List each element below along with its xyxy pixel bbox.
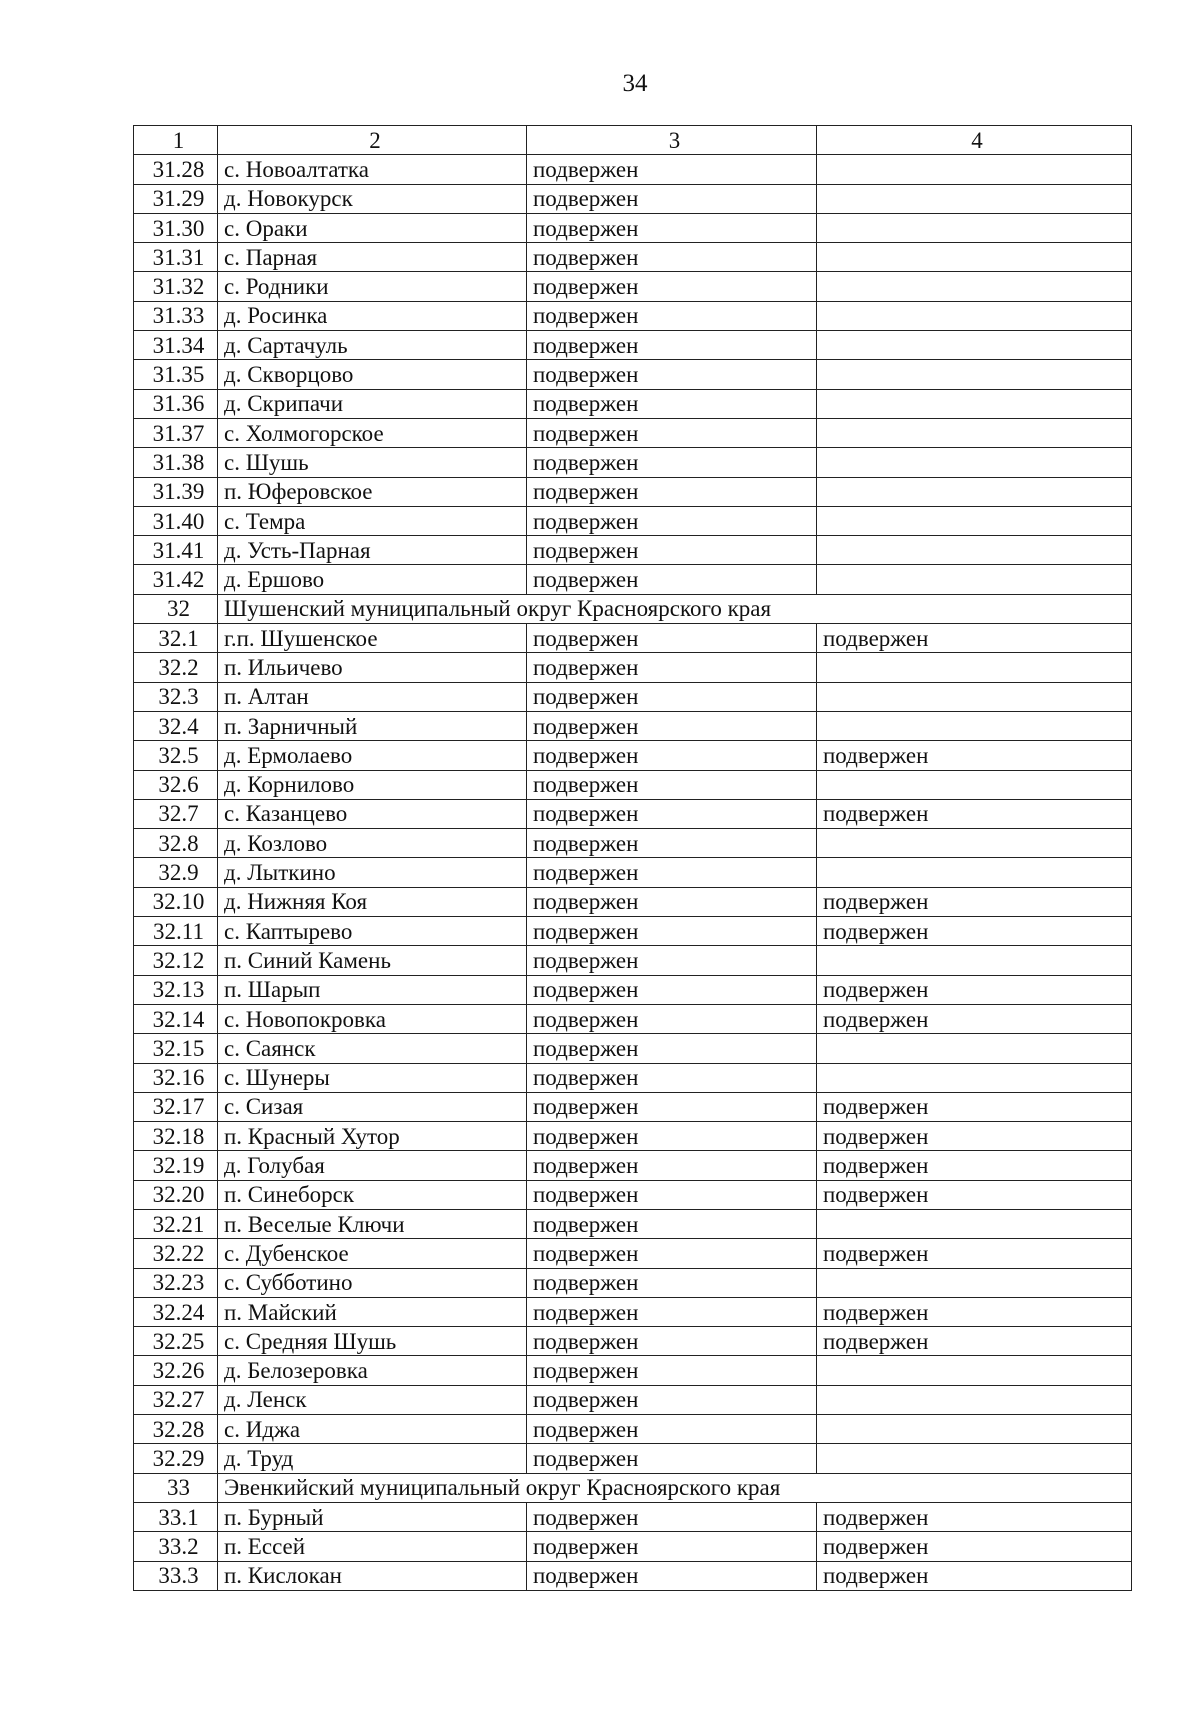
row-number: 32.15 — [134, 1034, 218, 1063]
row-number: 31.33 — [134, 301, 218, 330]
column-4-value — [817, 389, 1132, 418]
settlement-name: с. Шушь — [218, 448, 527, 477]
column-3-value: подвержен — [527, 448, 817, 477]
column-3-value: подвержен — [527, 624, 817, 653]
settlement-name: д. Новокурск — [218, 184, 527, 213]
settlement-name: с. Средняя Шушь — [218, 1327, 527, 1356]
row-number: 32.11 — [134, 917, 218, 946]
row-number: 31.36 — [134, 389, 218, 418]
table-row — [134, 565, 1132, 594]
row-number: 32.13 — [134, 975, 218, 1004]
row-number: 31.29 — [134, 184, 218, 213]
table-row — [134, 1356, 1132, 1385]
row-number: 31.39 — [134, 477, 218, 506]
column-4-value — [817, 711, 1132, 740]
column-4-value — [817, 1444, 1132, 1473]
row-number: 32.2 — [134, 653, 218, 682]
column-3-value: подвержен — [527, 1239, 817, 1268]
column-4-value — [817, 770, 1132, 799]
column-4-value — [817, 1209, 1132, 1238]
column-3-value: подвержен — [527, 1209, 817, 1238]
column-4-value — [817, 243, 1132, 272]
row-number: 32.23 — [134, 1268, 218, 1297]
table-row — [134, 1151, 1132, 1180]
settlement-name: с. Казанцево — [218, 799, 527, 828]
column-header-1: 1 — [134, 126, 218, 155]
table-row — [134, 1297, 1132, 1326]
table-body — [134, 126, 1132, 1591]
column-4-value — [817, 946, 1132, 975]
column-3-value: подвержен — [527, 799, 817, 828]
column-3-value: подвержен — [527, 1444, 817, 1473]
column-4-value: подвержен — [817, 1151, 1132, 1180]
row-number: 32.19 — [134, 1151, 218, 1180]
settlement-name: с. Холмогорское — [218, 418, 527, 447]
table-row — [134, 1122, 1132, 1151]
settlement-name: д. Лыткино — [218, 858, 527, 887]
settlement-name: с. Каптырево — [218, 917, 527, 946]
settlements-table — [133, 125, 1132, 1591]
table-row — [134, 1004, 1132, 1033]
table-row — [134, 624, 1132, 653]
table-row — [134, 272, 1132, 301]
column-3-value: подвержен — [527, 565, 817, 594]
column-4-value — [817, 1385, 1132, 1414]
column-3-value: подвержен — [527, 1502, 817, 1531]
table-row — [134, 975, 1132, 1004]
column-3-value: подвержен — [527, 331, 817, 360]
row-number: 32.3 — [134, 682, 218, 711]
table-row — [134, 184, 1132, 213]
row-number: 32.20 — [134, 1180, 218, 1209]
row-number: 31.32 — [134, 272, 218, 301]
table-row — [134, 1063, 1132, 1092]
row-number: 31.31 — [134, 243, 218, 272]
column-4-value — [817, 331, 1132, 360]
settlement-name: с. Шунеры — [218, 1063, 527, 1092]
column-4-value — [817, 1063, 1132, 1092]
settlement-name: п. Бурный — [218, 1502, 527, 1531]
settlement-name: п. Ильичево — [218, 653, 527, 682]
settlement-name: с. Родники — [218, 272, 527, 301]
column-4-value — [817, 565, 1132, 594]
row-number: 32.26 — [134, 1356, 218, 1385]
settlement-name: п. Алтан — [218, 682, 527, 711]
row-number: 32.9 — [134, 858, 218, 887]
table-row — [134, 155, 1132, 184]
table-row — [134, 506, 1132, 535]
column-3-value: подвержен — [527, 1092, 817, 1121]
row-number: 32.1 — [134, 624, 218, 653]
column-header-2: 2 — [218, 126, 527, 155]
row-number: 31.40 — [134, 506, 218, 535]
column-4-value — [817, 213, 1132, 242]
settlement-name: д. Сартачуль — [218, 331, 527, 360]
column-4-value — [817, 360, 1132, 389]
table-row — [134, 331, 1132, 360]
column-4-value — [817, 536, 1132, 565]
column-4-value — [817, 184, 1132, 213]
column-3-value: подвержен — [527, 213, 817, 242]
column-4-value — [817, 1356, 1132, 1385]
column-3-value: подвержен — [527, 741, 817, 770]
column-4-value: подвержен — [817, 1561, 1132, 1590]
column-3-value: подвержен — [527, 1151, 817, 1180]
column-3-value: подвержен — [527, 1034, 817, 1063]
settlement-name: д. Корнилово — [218, 770, 527, 799]
table-row — [134, 301, 1132, 330]
table-row — [134, 1532, 1132, 1561]
settlement-name: д. Труд — [218, 1444, 527, 1473]
table-row — [134, 389, 1132, 418]
column-4-value — [817, 829, 1132, 858]
settlement-name: п. Ессей — [218, 1532, 527, 1561]
settlement-name: п. Шарып — [218, 975, 527, 1004]
settlement-name: д. Ермолаево — [218, 741, 527, 770]
table-row — [134, 946, 1132, 975]
column-3-value: подвержен — [527, 536, 817, 565]
table-row — [134, 1561, 1132, 1590]
row-number: 33.1 — [134, 1502, 218, 1531]
row-number: 32.18 — [134, 1122, 218, 1151]
row-number: 33.3 — [134, 1561, 218, 1590]
column-3-value: подвержен — [527, 184, 817, 213]
settlement-name: п. Юферовское — [218, 477, 527, 506]
column-header-4: 4 — [817, 126, 1132, 155]
row-number: 31.35 — [134, 360, 218, 389]
column-3-value: подвержен — [527, 1268, 817, 1297]
row-number: 32.21 — [134, 1209, 218, 1238]
table-row — [134, 243, 1132, 272]
table-row — [134, 448, 1132, 477]
section-row — [134, 594, 1132, 623]
column-3-value: подвержен — [527, 1532, 817, 1561]
row-number: 32.16 — [134, 1063, 218, 1092]
column-4-value: подвержен — [817, 1502, 1132, 1531]
column-4-value — [817, 155, 1132, 184]
column-4-value — [817, 1415, 1132, 1444]
row-number: 32.28 — [134, 1415, 218, 1444]
column-3-value: подвержен — [527, 418, 817, 447]
settlement-name: д. Белозеровка — [218, 1356, 527, 1385]
column-3-value: подвержен — [527, 829, 817, 858]
column-3-value: подвержен — [527, 360, 817, 389]
column-4-value: подвержен — [817, 741, 1132, 770]
column-4-value — [817, 448, 1132, 477]
column-3-value: подвержен — [527, 272, 817, 301]
table-header-row — [134, 126, 1132, 155]
settlement-name: п. Веселые Ключи — [218, 1209, 527, 1238]
table-row — [134, 741, 1132, 770]
row-number: 32.29 — [134, 1444, 218, 1473]
row-number: 31.28 — [134, 155, 218, 184]
column-3-value: подвержен — [527, 1415, 817, 1444]
column-3-value: подвержен — [527, 155, 817, 184]
table-row — [134, 1502, 1132, 1531]
column-4-value: подвержен — [817, 1532, 1132, 1561]
table-row — [134, 1444, 1132, 1473]
table-row — [134, 1327, 1132, 1356]
settlement-name: д. Козлово — [218, 829, 527, 858]
row-number: 31.41 — [134, 536, 218, 565]
table-row — [134, 536, 1132, 565]
column-3-value: подвержен — [527, 1004, 817, 1033]
settlement-name: с. Сизая — [218, 1092, 527, 1121]
section-title: Эвенкийский муниципальный округ Красноярского края — [218, 1473, 1132, 1502]
row-number: 32.25 — [134, 1327, 218, 1356]
settlement-name: д. Скрипачи — [218, 389, 527, 418]
settlement-name: с. Субботино — [218, 1268, 527, 1297]
column-3-value: подвержен — [527, 1356, 817, 1385]
column-3-value: подвержен — [527, 506, 817, 535]
row-number: 32 — [134, 594, 218, 623]
table-row — [134, 1268, 1132, 1297]
table-row — [134, 360, 1132, 389]
column-3-value: подвержен — [527, 389, 817, 418]
table-row — [134, 770, 1132, 799]
column-4-value — [817, 682, 1132, 711]
settlement-name: д. Усть-Парная — [218, 536, 527, 565]
column-header-3: 3 — [527, 126, 817, 155]
settlement-name: д. Ленск — [218, 1385, 527, 1414]
settlement-name: с. Новопокровка — [218, 1004, 527, 1033]
column-3-value: подвержен — [527, 477, 817, 506]
column-4-value — [817, 858, 1132, 887]
table-row — [134, 829, 1132, 858]
column-3-value: подвержен — [527, 682, 817, 711]
column-3-value: подвержен — [527, 858, 817, 887]
column-4-value — [817, 1034, 1132, 1063]
row-number: 32.7 — [134, 799, 218, 828]
table-row — [134, 477, 1132, 506]
row-number: 32.8 — [134, 829, 218, 858]
column-4-value — [817, 1268, 1132, 1297]
settlement-name: с. Новоалтатка — [218, 155, 527, 184]
row-number: 31.34 — [134, 331, 218, 360]
column-4-value: подвержен — [817, 917, 1132, 946]
column-4-value: подвержен — [817, 887, 1132, 916]
table-row — [134, 1209, 1132, 1238]
table-row — [134, 653, 1132, 682]
table-row — [134, 1180, 1132, 1209]
column-3-value: подвержен — [527, 975, 817, 1004]
table-row — [134, 917, 1132, 946]
row-number: 32.27 — [134, 1385, 218, 1414]
column-4-value: подвержен — [817, 1004, 1132, 1033]
row-number: 32.17 — [134, 1092, 218, 1121]
column-3-value: подвержен — [527, 1297, 817, 1326]
column-3-value: подвержен — [527, 243, 817, 272]
table-row — [134, 858, 1132, 887]
row-number: 32.22 — [134, 1239, 218, 1268]
settlement-name: п. Зарничный — [218, 711, 527, 740]
column-3-value: подвержен — [527, 653, 817, 682]
row-number: 33 — [134, 1473, 218, 1502]
column-4-value — [817, 301, 1132, 330]
table-row — [134, 887, 1132, 916]
settlement-name: п. Кислокан — [218, 1561, 527, 1590]
column-3-value: подвержен — [527, 1063, 817, 1092]
settlement-name: п. Красный Хутор — [218, 1122, 527, 1151]
settlement-name: г.п. Шушенское — [218, 624, 527, 653]
settlement-name: п. Синеборск — [218, 1180, 527, 1209]
row-number: 33.2 — [134, 1532, 218, 1561]
column-4-value: подвержен — [817, 975, 1132, 1004]
settlement-name: с. Темра — [218, 506, 527, 535]
column-4-value: подвержен — [817, 1092, 1132, 1121]
settlement-name: д. Голубая — [218, 1151, 527, 1180]
row-number: 32.10 — [134, 887, 218, 916]
row-number: 31.42 — [134, 565, 218, 594]
table-row — [134, 682, 1132, 711]
row-number: 32.6 — [134, 770, 218, 799]
column-3-value: подвержен — [527, 1180, 817, 1209]
column-4-value: подвержен — [817, 624, 1132, 653]
settlement-name: д. Скворцово — [218, 360, 527, 389]
column-3-value: подвержен — [527, 1561, 817, 1590]
column-4-value — [817, 477, 1132, 506]
column-3-value: подвержен — [527, 301, 817, 330]
table-row — [134, 418, 1132, 447]
table-row — [134, 711, 1132, 740]
column-4-value: подвержен — [817, 1239, 1132, 1268]
column-4-value — [817, 272, 1132, 301]
settlement-name: с. Дубенское — [218, 1239, 527, 1268]
column-3-value: подвержен — [527, 1122, 817, 1151]
settlement-name: д. Росинка — [218, 301, 527, 330]
column-4-value — [817, 418, 1132, 447]
table-row — [134, 213, 1132, 242]
column-4-value: подвержен — [817, 1180, 1132, 1209]
table-row — [134, 1239, 1132, 1268]
column-4-value: подвержен — [817, 799, 1132, 828]
settlement-name: с. Ораки — [218, 213, 527, 242]
row-number: 32.4 — [134, 711, 218, 740]
column-3-value: подвержен — [527, 887, 817, 916]
column-3-value: подвержен — [527, 946, 817, 975]
table-row — [134, 1385, 1132, 1414]
column-3-value: подвержен — [527, 1327, 817, 1356]
column-4-value: подвержен — [817, 1122, 1132, 1151]
column-3-value: подвержен — [527, 917, 817, 946]
row-number: 32.5 — [134, 741, 218, 770]
page-number: 34 — [622, 70, 648, 97]
settlement-name: п. Синий Камень — [218, 946, 527, 975]
settlement-name: п. Майский — [218, 1297, 527, 1326]
row-number: 31.38 — [134, 448, 218, 477]
row-number: 31.30 — [134, 213, 218, 242]
settlement-name: с. Парная — [218, 243, 527, 272]
settlement-name: д. Ершово — [218, 565, 527, 594]
column-4-value: подвержен — [817, 1327, 1132, 1356]
row-number: 32.24 — [134, 1297, 218, 1326]
table-row — [134, 1034, 1132, 1063]
row-number: 32.14 — [134, 1004, 218, 1033]
column-3-value: подвержен — [527, 711, 817, 740]
column-3-value: подвержен — [527, 1385, 817, 1414]
column-4-value: подвержен — [817, 1297, 1132, 1326]
column-4-value — [817, 653, 1132, 682]
column-4-value — [817, 506, 1132, 535]
settlement-name: с. Саянск — [218, 1034, 527, 1063]
column-3-value: подвержен — [527, 770, 817, 799]
table-row — [134, 799, 1132, 828]
table-row — [134, 1092, 1132, 1121]
settlement-name: с. Иджа — [218, 1415, 527, 1444]
table-row — [134, 1415, 1132, 1444]
row-number: 31.37 — [134, 418, 218, 447]
settlement-name: д. Нижняя Коя — [218, 887, 527, 916]
row-number: 32.12 — [134, 946, 218, 975]
section-row — [134, 1473, 1132, 1502]
section-title: Шушенский муниципальный округ Красноярского края — [218, 594, 1132, 623]
